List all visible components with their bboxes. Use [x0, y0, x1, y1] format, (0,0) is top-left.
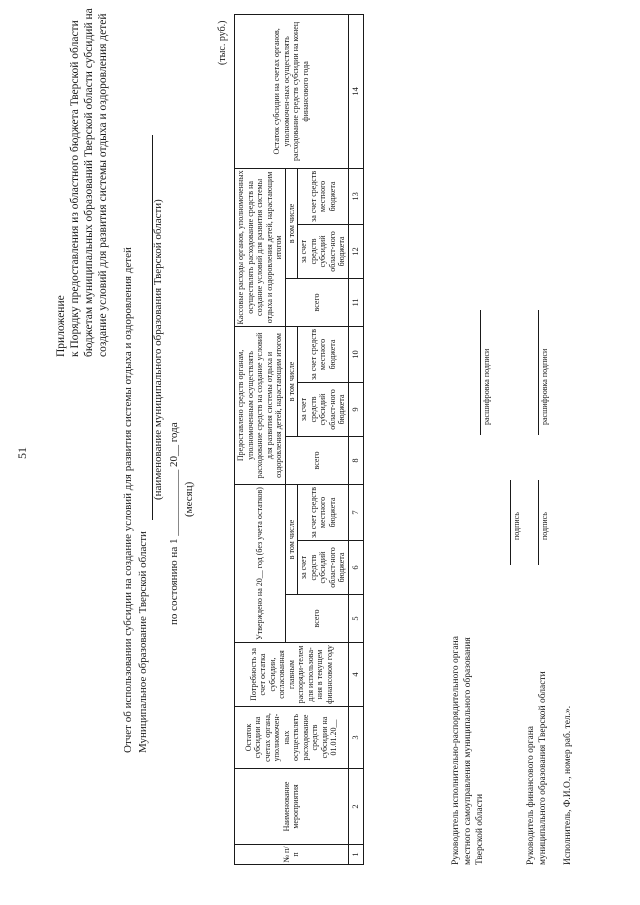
column-number: 1 [348, 845, 363, 865]
column-number: 9 [348, 382, 363, 436]
municipality-caption: (наименование муниципального образования Тверской области) [152, 199, 164, 500]
column-number: 6 [348, 541, 363, 595]
column-number: 13 [348, 168, 363, 224]
header-including: в том числе [285, 326, 298, 436]
finance-signature-line-blank [538, 480, 539, 565]
appendix-line: создание условий для развития системы отдыха и оздоровления детей [97, 13, 109, 357]
header-subsidy: за счет средств субсидий област-ного бюджета [298, 541, 349, 595]
column-number-row [348, 14, 363, 864]
date-line: по состоянию на 1 ____________ 20__ года [168, 422, 180, 625]
report-title: Отчет об использовании субсидии на создание условий для развития системы отдыха и оздоровления детей [122, 247, 134, 753]
signature-caption: подпись [512, 512, 521, 540]
signature-caption: подпись [540, 512, 549, 540]
page-number: 51 [15, 447, 29, 459]
appendix-block [54, 8, 110, 357]
date-caption: (месяц) [183, 481, 195, 517]
header-need: Потребность за счет остатка субсидии, согласованная главным распоряди-телем для использова-ния в текущем финансовом году [235, 643, 349, 707]
header-including: в том числе [285, 168, 298, 278]
header-activity-name: Наименование мероприятия [235, 769, 349, 845]
finance-signature-line: Руководитель финансового органа [526, 725, 536, 865]
decode-caption: расшифровка подписи [482, 348, 491, 425]
header-spent: Кассовые расходы органов, уполномоченных осуществлять расходование средств на создание условий для развития системы отдыха и оздоровления детей, нарастающим итогом [236, 170, 283, 325]
finance-signature-line: муниципального образования Тверской области [538, 671, 548, 865]
header-local-budget: за счет средств местного бюджета [298, 326, 349, 382]
head-signature-line: Руководитель исполнительно-распорядительного органа [451, 636, 461, 865]
header-subsidy: за счет средств субсидий област-ного бюджета [298, 382, 349, 436]
column-number: 7 [348, 484, 363, 540]
decode-caption: расшифровка подписи [540, 348, 549, 425]
municipality-prefix: Муниципальное образование Тверской области [137, 531, 149, 753]
appendix-label: Приложение [55, 295, 67, 357]
report-table [234, 14, 364, 865]
head-signature-line: местного самоуправления муниципального образования [463, 637, 473, 865]
finance-signature-label [525, 671, 549, 865]
header-total: всего [285, 595, 348, 643]
column-number: 4 [348, 643, 363, 707]
column-number: 3 [348, 707, 363, 769]
header-local-budget: за счет средств местного бюджета [298, 484, 349, 540]
header-provided: Предоставлено средств органам, уполномоченным осуществлять расходование средств на создание условий для развития системы отдыха и оздоровления детей, нарастающим итогом [235, 326, 286, 484]
executor-line: Исполнитель, Ф.И.О., номер раб. тел.». [563, 705, 573, 865]
header-including: в том числе [285, 484, 298, 594]
finance-decode-line-blank [538, 310, 539, 435]
appendix-line: бюджетам муниципальных образований Тверской области субсидий на [83, 8, 95, 357]
header-approved: Утверждено на 20__ год (без учета остатков) [235, 484, 286, 642]
column-number: 12 [348, 224, 363, 278]
header-local-budget: за счет средств местного бюджета [298, 168, 349, 224]
header-total: всего [285, 278, 348, 326]
column-number: 10 [348, 326, 363, 382]
units-label: (тыс. руб.) [217, 20, 228, 65]
header-total: всего [285, 436, 348, 484]
head-decode-line-blank [480, 310, 481, 435]
head-signature-label [450, 636, 486, 865]
header-num: № п/п [235, 845, 349, 865]
head-signature-line-blank [510, 480, 511, 565]
head-signature-line: Тверской области [475, 793, 485, 865]
appendix-line: к Порядку предоставления из областного бюджета Тверской области [69, 20, 81, 357]
column-number: 2 [348, 769, 363, 845]
column-number: 5 [348, 595, 363, 643]
header-subsidy: за счет средств субсидий област-ного бюджета [298, 224, 349, 278]
column-number: 11 [348, 278, 363, 326]
header-rest-start: Остаток субсидии на счетах органа, уполномочен-ных осуществлять расходование средств субсидии на 01.01.20__ [235, 707, 349, 769]
column-number: 14 [348, 14, 363, 168]
header-rest-end: Остаток субсидии на счетах органов, уполномочен-ных осуществлять расходование средств субсидии на конец финансового года [235, 14, 349, 168]
column-number: 8 [348, 436, 363, 484]
